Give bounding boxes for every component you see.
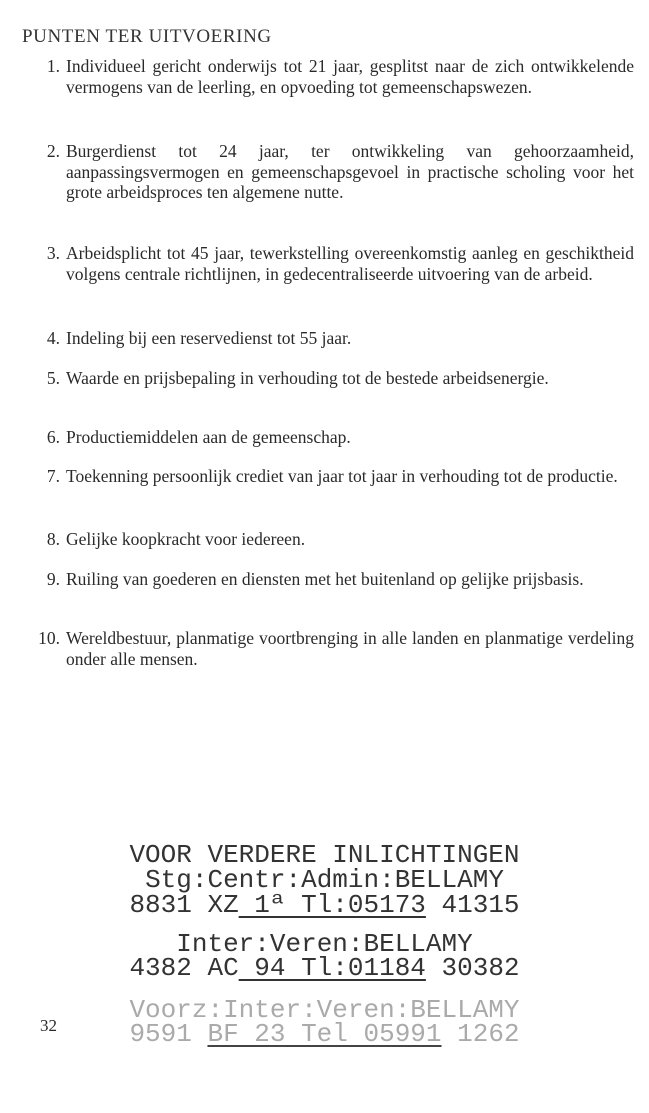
stamp-postcode: 8831 XZ bbox=[129, 890, 239, 920]
stamp-phone-ext: 30382 bbox=[425, 953, 520, 983]
list-item bbox=[22, 368, 634, 389]
stamp-line-3 bbox=[0, 890, 649, 920]
item-number: 2. bbox=[46, 141, 60, 161]
list-item bbox=[22, 529, 634, 550]
stamp-phone: 94 Tl:01184 bbox=[238, 953, 426, 983]
list-item bbox=[22, 141, 634, 203]
item-text: Ruiling van goederen en diensten met het buitenland op gelijke prijsbasis. bbox=[66, 569, 584, 589]
item-number: 7. bbox=[46, 466, 60, 486]
item-text: Wereldbestuur, planmatige voortbrenging in alle landen en planmatige verdeling onder alle mensen. bbox=[66, 628, 634, 669]
item-text: Toekenning persoonlijk crediet van jaar tot jaar in verhouding tot de productie. bbox=[66, 466, 618, 486]
list-item bbox=[22, 56, 634, 97]
item-number: 10. bbox=[38, 628, 60, 648]
item-text: Gelijke koopkracht voor iedereen. bbox=[66, 529, 306, 549]
item-text: Arbeidsplicht tot 45 jaar, tewerkstelling overeenkomstig aanleg en geschiktheid volgens centrale richtlijnen, in gedecentraliseerde uitvoering van de arbeid. bbox=[66, 243, 634, 284]
item-text: Indeling bij een reservedienst tot 55 jaar. bbox=[66, 328, 352, 348]
section-title: PUNTEN TER UITVOERING bbox=[22, 26, 272, 47]
list-item bbox=[22, 569, 634, 590]
stamp-postcode: 9591 bbox=[129, 1019, 208, 1049]
list-item bbox=[22, 328, 634, 349]
item-number: 9. bbox=[46, 569, 60, 589]
stamp-postcode: 4382 AC bbox=[129, 953, 239, 983]
stamp-phone: BF 23 Tel 05991 bbox=[207, 1019, 442, 1049]
item-text: Individueel gericht onderwijs tot 21 jaar, gesplitst naar de zich ontwikkelende vermogens van de leerling, en opvoeding tot gemeenschapswezen. bbox=[66, 56, 634, 97]
item-number: 3. bbox=[46, 243, 60, 263]
item-number: 8. bbox=[46, 529, 60, 549]
item-number: 6. bbox=[46, 427, 60, 447]
stamp-line-5 bbox=[0, 953, 649, 983]
stamp-line-2: Stg:Centr:Admin:BELLAMY bbox=[145, 865, 504, 895]
item-text: Waarde en prijsbepaling in verhouding tot de bestede arbeidsenergie. bbox=[66, 368, 549, 388]
item-number: 4. bbox=[46, 328, 60, 348]
item-number: 5. bbox=[46, 368, 60, 388]
stamp-line-1: VOOR VERDERE INLICHTINGEN bbox=[129, 840, 520, 870]
item-text: Productiemiddelen aan de gemeenschap. bbox=[66, 427, 351, 447]
list-item bbox=[22, 427, 634, 448]
list-item bbox=[22, 466, 634, 487]
page-number: 32 bbox=[40, 1016, 57, 1035]
stamp-line-7 bbox=[0, 1019, 649, 1049]
item-text: Burgerdienst tot 24 jaar, ter ontwikkeling van gehoorzaamheid, aanpassingsvermogen en gemeenschapsgevoel in practische scholing voor het grote arbeidsproces ten algemene nutte. bbox=[66, 141, 634, 202]
stamp-line-4: Inter:Veren:BELLAMY bbox=[176, 929, 473, 959]
list-item bbox=[22, 243, 634, 284]
stamp-phone: 1ª Tl:05173 bbox=[238, 890, 426, 920]
stamp-line-6: Voorz:Inter:Veren:BELLAMY bbox=[129, 995, 520, 1025]
stamp-phone-ext: 1262 bbox=[441, 1019, 520, 1049]
stamp-phone-ext: 41315 bbox=[425, 890, 520, 920]
item-number: 1. bbox=[46, 56, 60, 76]
list-item bbox=[22, 628, 634, 669]
